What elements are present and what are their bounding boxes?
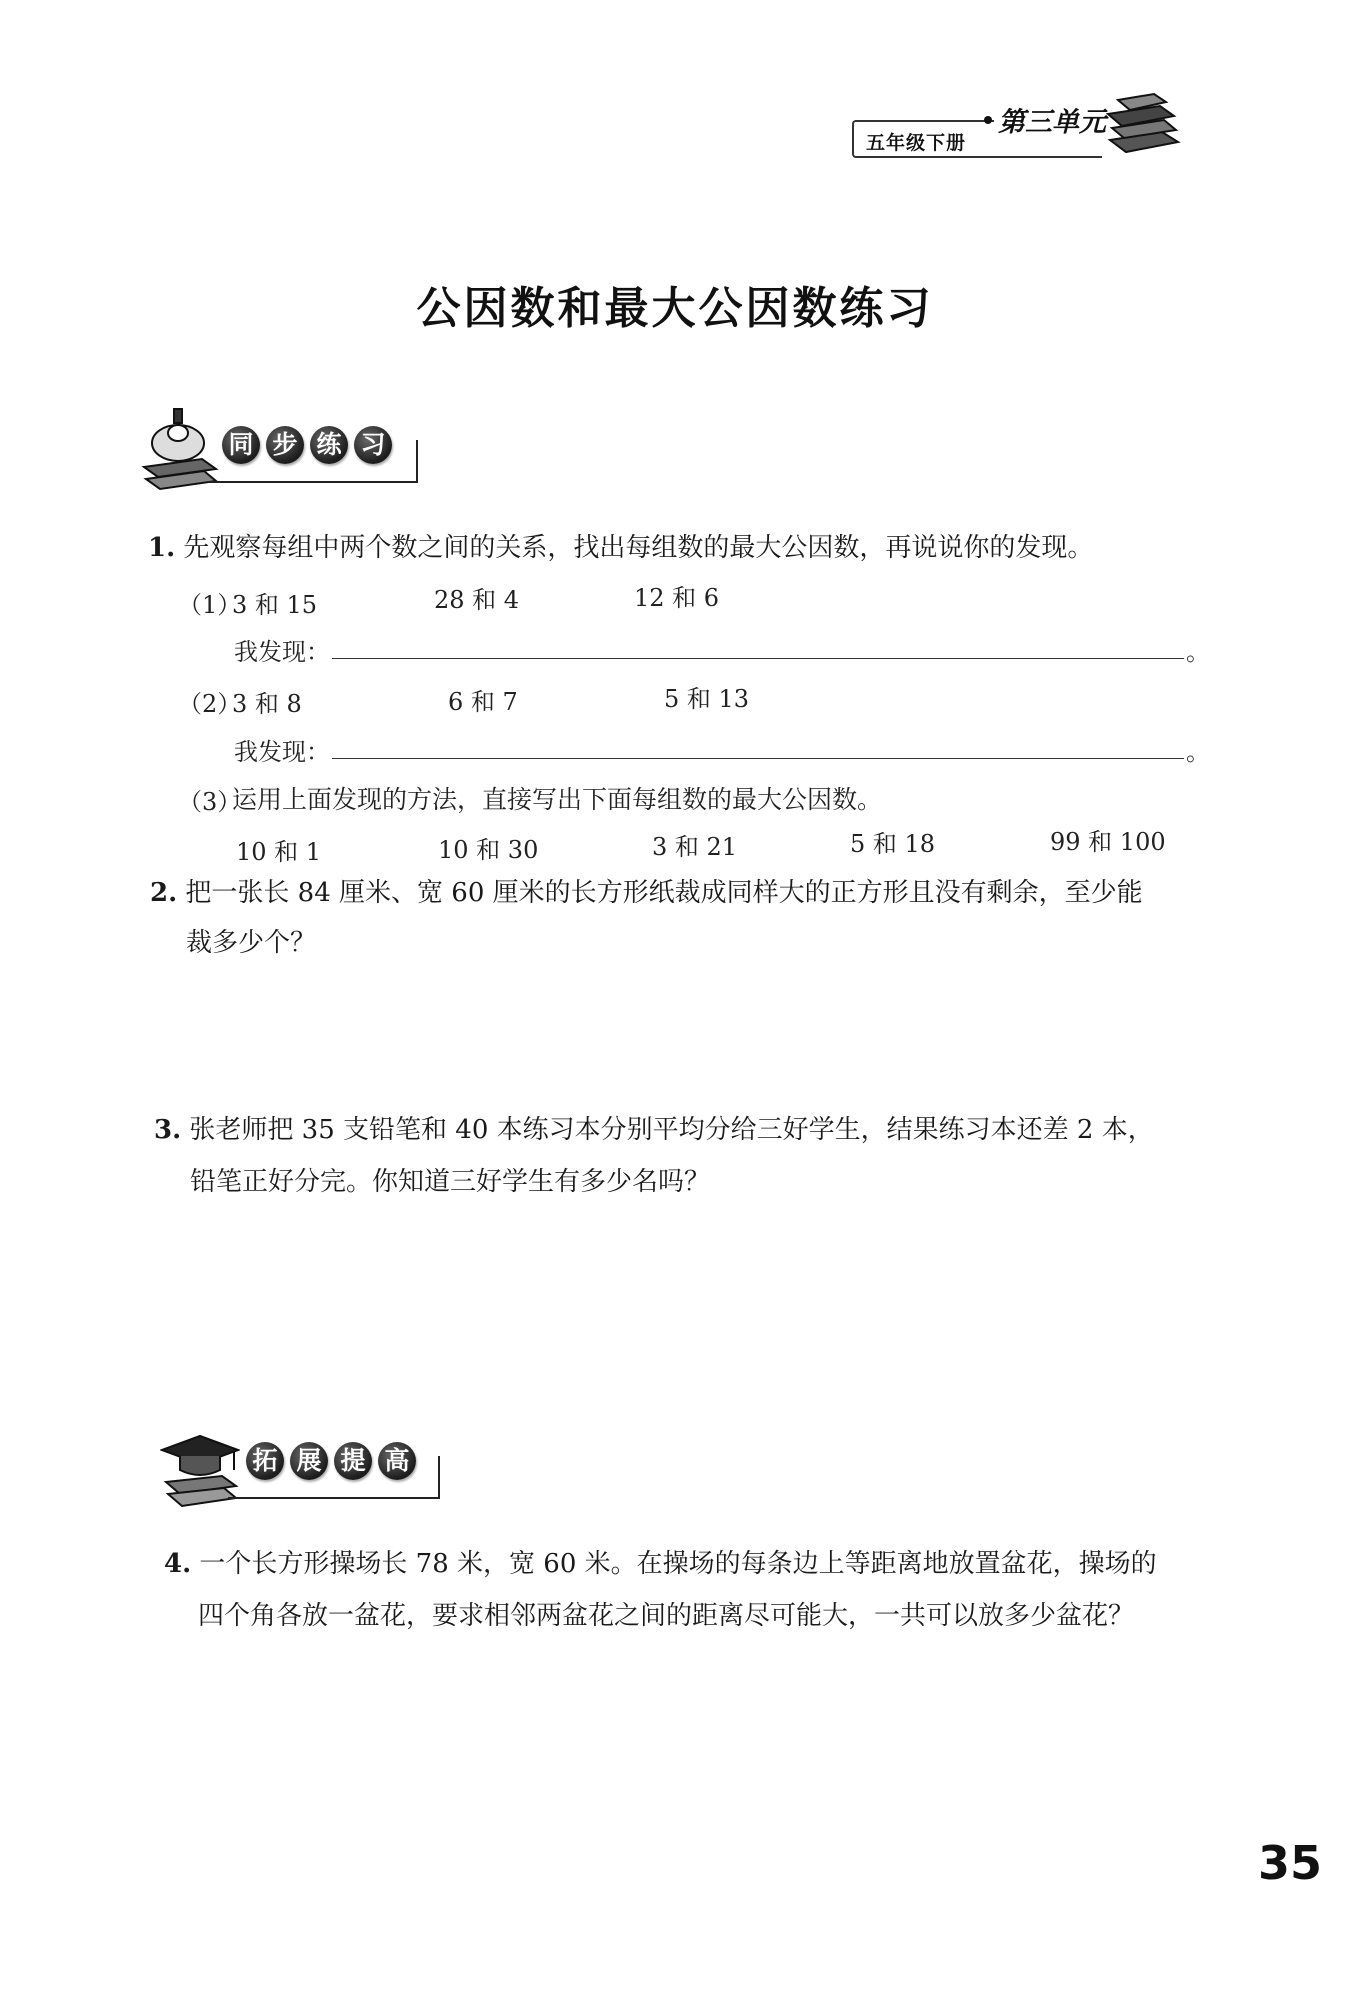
section-sync-char-4: 习 [354,426,392,464]
section-sync-char-1: 同 [222,426,260,464]
question-2 [150,875,1143,911]
q1-found-label-1: 我发现： [234,638,330,666]
question-3-line-2: 铅笔正好分完。你知道三好学生有多少名吗？ [190,1167,711,1197]
q1-part3-item-1: 10 和 1 [236,838,322,866]
q1-found-label-2: 我发现： [234,738,330,766]
header-unit: 第三单元 [994,100,1110,139]
question-4-number: 4. [164,1549,192,1579]
question-4-line-2: 四个角各放一盆花，要求相邻两盆花之间的距离尽可能大，一共可以放多少盆花？ [198,1601,1135,1631]
question-3-number: 3. [154,1115,182,1145]
q1-part2-label: （2） [178,690,242,718]
q1-part1-label: （1） [178,591,242,619]
question-3-line-1: 张老师把 35 支铅笔和 40 本练习本分别平均分给三好学生，结果练习本还差 2 本， [189,1115,1154,1145]
section-sync-char-2: 步 [266,426,304,464]
q1-end-mark-2: 。 [1186,738,1210,766]
question-1-number: 1. [148,533,176,563]
section-extend-char-1: 拓 [246,1442,284,1480]
section-extend-char-2: 展 [290,1442,328,1480]
question-3 [154,1112,1154,1148]
lamp-books-icon [140,405,220,493]
section-sync-underline [208,481,418,483]
q1-part3-item-2: 10 和 30 [438,836,539,864]
q1-part3-text: 运用上面发现的方法，直接写出下面每组数的最大公因数。 [232,785,883,814]
section-extend-edge [438,1456,440,1499]
page-number: 35 [1258,1836,1323,1890]
q1-part1-item-3: 12 和 6 [634,584,720,612]
q1-part3-item-4: 5 和 18 [850,830,936,858]
books-stack-icon [1104,92,1184,162]
q1-answer-blank-1[interactable] [332,658,1184,659]
q1-answer-blank-2[interactable] [332,758,1184,759]
section-sync-char-3: 练 [310,426,348,464]
section-extend-char-4: 高 [378,1442,416,1480]
section-extend-underline [228,1497,440,1499]
question-1 [148,530,1093,566]
q1-part2-item-2: 6 和 7 [448,688,518,716]
q1-part3-item-3: 3 和 21 [652,833,738,861]
q1-part3-item-5: 99 和 100 [1050,828,1166,856]
header-dot [984,116,992,124]
section-sync-edge [416,440,418,483]
question-2-line-2: 裁多少个？ [186,928,317,958]
question-1-text: 先观察每组中两个数之间的关系，找出每组数的最大公因数，再说说你的发现。 [183,533,1094,563]
q1-part2-item-1: 3 和 8 [232,690,302,718]
q1-part3-label: （3） [178,788,242,816]
q1-end-mark-1: 。 [1186,638,1210,666]
question-4-line-1: 一个长方形操场长 78 米，宽 60 米。在操场的每条边上等距离地放置盆花，操场的 [199,1549,1157,1579]
q1-part1-item-2: 28 和 4 [434,586,520,614]
header-grade: 五年级下册 [866,132,967,154]
q1-part2-item-3: 5 和 13 [664,685,750,713]
q1-part1-item-1: 3 和 15 [232,591,318,619]
section-extend-char-3: 提 [334,1442,372,1480]
question-2-number: 2. [150,878,178,908]
question-4 [164,1546,1157,1582]
page-title: 公因数和最大公因数练习 [416,283,934,334]
question-2-line-1: 把一张长 84 厘米、宽 60 厘米的长方形纸裁成同样大的正方形且没有剩余，至少能 [185,878,1143,908]
